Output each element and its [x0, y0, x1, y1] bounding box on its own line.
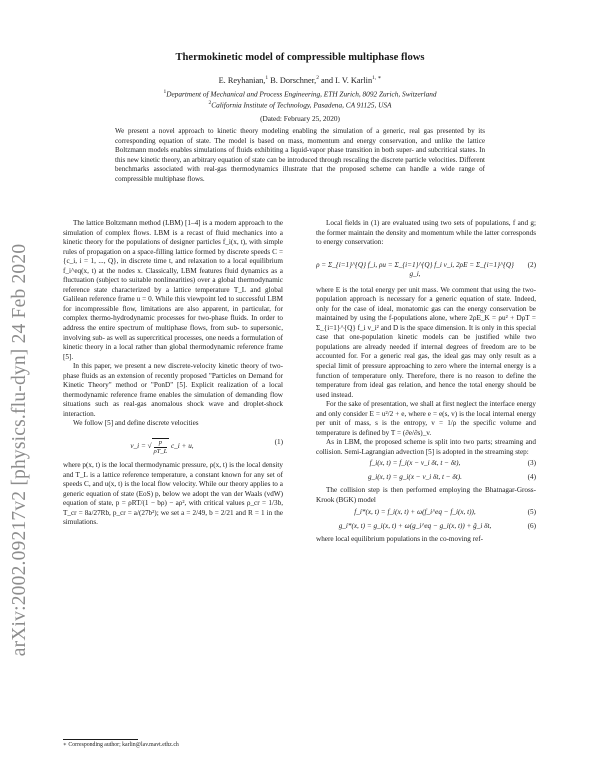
eq1-numerator: p: [154, 439, 168, 448]
eq5-number: (5): [527, 507, 536, 516]
eq6-body: g_i*(x, t) = g_i(x, t) + ω(g_i^eq − g_i(x, t)) + ĝ_i δt,: [338, 521, 492, 530]
equation-5: [316, 507, 536, 520]
affiliation-2-text: California Institute of Technology, Pasadena, CA 91125, USA: [211, 100, 392, 110]
footnote: ∗ Corresponding author; karlin@lav.mavt.ethz.ch: [63, 742, 179, 748]
right-paragraph-1: Local fields in (1) are evaluated using two sets of populations, f and g; the former maintain the density and momentum while the latter corresponds to energy conservation:: [316, 219, 536, 247]
affiliation-2: [60, 100, 540, 109]
right-paragraph-3: For the sake of presentation, we shall at first neglect the interface energy and only consider E = u²/2 + e, where e = e(s, v) is the local internal energy per unit of mass, s is the entropy, v = 1/ρ the specific volume and temperature is defined by T = (∂e/∂s)_v.: [316, 400, 536, 437]
author-dorschner: B. Dorschner,: [270, 75, 317, 85]
right-column: [316, 219, 536, 544]
eq1-lhs: v_i =: [130, 442, 146, 451]
eq6-number: (6): [527, 521, 536, 530]
dated-line: (Dated: February 25, 2020): [260, 114, 340, 123]
left-column: [63, 219, 283, 528]
author-list: [60, 75, 540, 85]
left-paragraph-3: We follow [5] and define discrete velocities: [73, 419, 199, 428]
left-paragraph-2: In this paper, we present a new discrete-velocity kinetic theory of two-phase fluids as an extension of recently proposed "Particles on Demand for Kinetic Theory" method or "PonD" [5]. Explicit realization of a local thermodynamic reference frame enables the simulation of demanding flow situations such as real-gas anomalous shock wave and droplet-shock interaction.: [63, 362, 283, 418]
eq1-rhs: c_i + u,: [170, 442, 194, 451]
eq1-number: (1): [274, 438, 283, 447]
abstract: We present a novel approach to kinetic theory modeling enabling the simulation of a generic, real gas presented by its corresponding equation of state. The model is based on mass, momentum and energy conservation, and unlike the lattice Boltzmann models enables simulations of fluids exhibiting a liquid-vapor phase transition in both super- and subcritical states. In this new kinetic theory, an arbitrary equation of state can be introduced through rescaling the discrete particle velocities. Different benchmarks associated with real-gas thermodynamics illustrate that the proposed scheme can handle a wide range of compressible multiphase flows.: [115, 127, 485, 183]
eq3-body: f_i(x, t) = f_i(x − v_i δt, t − δt),: [369, 459, 461, 468]
right-paragraph-4: As in LBM, the proposed scheme is split into two parts; streaming and collision. Semi-Lagrangian advection [5] is adopted in the streaming step:: [316, 438, 536, 456]
equation-3: [316, 458, 536, 471]
left-paragraph-1: The lattice Boltzmann method (LBM) [1–4] is a modern approach to the simulation of complex flows. LBM is a recast of fluid mechanics into a kinetic theory for the populations of designer particles f_i(x, t), with simple rules of propagation on a space-filling lattice formed by discrete speeds C = {c_i, i = 1, ..., Q}, in discrete time t, and relaxation to a local equilibrium f_i^eq(x, t) at the nodes x. Classically, LBM features fluid dynamics as a fluctuation (subject to suitable nonlinearities) over a global thermodynamic reference state characterized by a lattice temperature T_L and global Galilean reference frame u = 0. While this viewpoint led to successful LBM for incompressible flow, limitations are also apparent, in particular, for complex thermo-hydrodynamic processes for two-phase fluids. In order to address the entire spectrum of multiphase flows, from sub- to supersonic, involving sub- as well as supercritical processes, one needs a formulation of kinetic theory in a local rather than global thermodynamic reference frame [5].: [63, 219, 283, 361]
equation-4: [316, 472, 536, 485]
eq5-body: f_i*(x, t) = f_i(x, t) + ω(f_i^eq − f_i(x, t)),: [354, 507, 476, 516]
paper-title: Thermokinetic model of compressible multiphase flows: [175, 52, 425, 63]
affiliation-1-sup: 1: [163, 89, 167, 95]
affiliation-1-text: Department of Mechanical and Process Engineering, ETH Zurich, 8092 Zurich, Switzerland: [166, 89, 437, 99]
equation-1: v_i = √ $\frac{p}{\rho T\_L}$ c_i + u, (1): [130, 438, 283, 455]
author-dorschner-sup: 2: [316, 75, 319, 81]
author-reyhanian-sup: 1: [265, 75, 269, 81]
right-paragraph-2: where E is the total energy per unit mass. We comment that using the two-population approach is necessary for a generic equation of state. Indeed, only for the case of ideal, monatomic gas can the energy conservation be maintained by using the f-populations alone, where 2ρE_K = ρu² + DρT = Σ_{i=1}^{Q} f_i v_i² and D is the space dimension. It is only in this special case that one-population kinetic models can be justified while two populations are already needed if internal degrees of freedom are to be accounted for. For a generic real gas, the ideal gas may only result as a special limit of pressure approaching to zero where the internal energy is a function of temperature only. Therefore, there is no reason to define the temperature from ideal gas relation, and hence the total energy should be used instead.: [316, 285, 536, 399]
right-paragraph-6: where local equilibrium populations in the co-moving ref-: [316, 534, 484, 543]
footnote-rule: [63, 739, 138, 740]
eq1-denominator: ρT_L: [153, 447, 168, 455]
eq2-body: ρ = Σ_{i=1}^{Q} f_i, ρu = Σ_{i=1}^{Q} f_i v_i, 2ρE = Σ_{i=1}^{Q} g_i,: [316, 260, 514, 279]
eq3-number: (3): [527, 459, 536, 468]
author-karlin-sup: 1, ∗: [372, 75, 382, 81]
author-karlin: and I. V. Karlin: [321, 75, 373, 85]
equation-6: [316, 521, 536, 534]
left-paragraph-4: where p(x, t) is the local thermodynamic pressure, ρ(x, t) is the local density and T_L is a lattice reference temperature, a constant known for any set of speeds C, and u(x, t) is the local flow velocity. While our theory applies to a generic equation of state (EoS) p, below we adopt the van der Waals (vdW) equation of state, p = ρRT/(1 − bρ) − aρ², with critical values ρ_cr = 1/3b, T_cr = 8a/27Rb, p_cr = a/(27b²); we set a = 2/49, b = 2/21 and R = 1 in the simulations.: [63, 461, 283, 527]
author-reyhanian: E. Reyhanian,: [218, 75, 266, 85]
arxiv-id-text: arXiv:2002.09217v2 [physics.flu-dyn] 24 Feb 2020: [9, 243, 30, 657]
affiliation-1: [60, 89, 540, 98]
eq2-number: (2): [527, 260, 536, 269]
eq4-number: (4): [527, 473, 536, 482]
affiliation-2-sup: 2: [208, 100, 212, 106]
arxiv-identifier: [2, 150, 38, 750]
eq4-body: g_i(x, t) = g_i(x − v_i δt, t − δt).: [368, 473, 462, 482]
equation-2: [316, 251, 536, 283]
right-paragraph-5: The collision step is then performed employing the Bhatnagar-Gross-Krook (BGK) model: [316, 486, 536, 505]
